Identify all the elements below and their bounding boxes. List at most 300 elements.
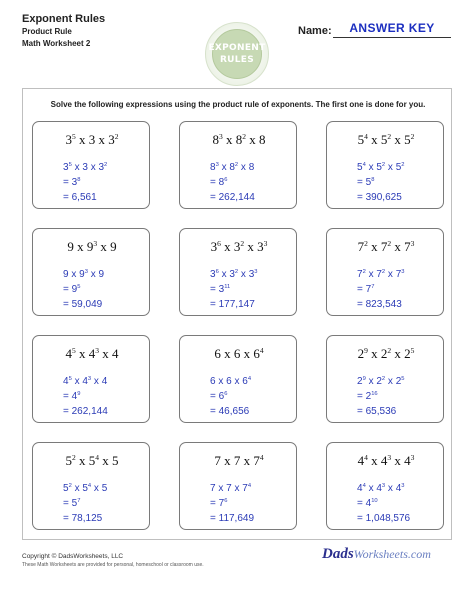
solution-result: = 65,536	[357, 406, 397, 417]
base: 3	[248, 269, 255, 280]
solution-step-2	[63, 498, 80, 509]
base: 9	[110, 239, 117, 254]
exponent: 7	[77, 498, 81, 505]
times-sign: x	[71, 376, 83, 387]
exponent: 2	[401, 162, 405, 169]
combined-power	[219, 498, 228, 509]
exponent: 2	[387, 132, 392, 142]
solution-step-1	[357, 376, 405, 387]
base: 7	[404, 239, 411, 254]
times-sign: x	[238, 269, 249, 280]
solution-step-2	[210, 284, 230, 295]
base: 4	[357, 453, 365, 468]
problem-term	[110, 239, 117, 254]
problem-term	[253, 453, 263, 468]
base: 5	[63, 483, 69, 494]
problem-expression	[327, 453, 445, 469]
problem-term	[358, 132, 368, 147]
worksheet-title: Exponent Rules	[22, 13, 106, 25]
equals-sign: =	[63, 284, 72, 295]
base: 4	[65, 346, 72, 361]
base: 2	[357, 346, 365, 361]
problem-term	[65, 453, 75, 468]
times-sign: x	[222, 132, 236, 147]
base: 6	[242, 376, 248, 387]
base: 6	[214, 346, 221, 361]
base: 9	[79, 269, 85, 280]
exponent: 2	[410, 132, 415, 142]
problem-term	[65, 346, 75, 361]
solution-step-2	[210, 498, 227, 509]
problem-expression	[33, 239, 151, 255]
base: 7	[395, 269, 402, 280]
solution-step-1	[210, 376, 251, 387]
exponent: 4	[259, 346, 264, 356]
combined-power	[219, 177, 228, 188]
base: 4	[82, 376, 88, 387]
problem-term	[259, 132, 266, 147]
base: 4	[380, 453, 388, 468]
exponent: 3	[95, 346, 100, 356]
base: 7	[365, 284, 372, 295]
brand-rest: Worksheets.com	[353, 547, 431, 561]
base: 4	[101, 376, 108, 387]
exponent: 2	[381, 269, 386, 276]
solution-step-1	[210, 483, 251, 494]
worksheet-subtitle: Product Rule	[22, 27, 72, 36]
exponent: 3	[263, 239, 268, 249]
exponent: 3	[254, 269, 258, 276]
problem-card	[326, 228, 444, 316]
solution-term	[229, 162, 238, 173]
problem-term	[381, 132, 391, 147]
exponent: 4	[362, 162, 366, 169]
solution-step-1	[63, 376, 107, 387]
times-sign: x	[385, 483, 396, 494]
times-sign: x	[220, 239, 234, 254]
solution-result: = 177,147	[210, 299, 255, 310]
exponent: 2	[242, 132, 247, 142]
exponent: 6	[217, 239, 221, 249]
problem-card	[179, 121, 297, 209]
base: 2	[357, 376, 363, 387]
times-sign: x	[87, 269, 99, 280]
times-sign: x	[365, 162, 377, 173]
exponent: 5	[68, 376, 72, 383]
base: 9	[63, 269, 69, 280]
solution-step-1	[63, 269, 104, 280]
base: 7	[376, 269, 382, 280]
base: 7	[210, 483, 216, 494]
problem-term	[212, 132, 222, 147]
exponent: 4	[364, 132, 368, 142]
solution-term	[63, 483, 72, 494]
base: 7	[380, 239, 388, 254]
base: 8	[235, 132, 243, 147]
solution-step-2	[357, 284, 374, 295]
base: 9	[86, 239, 94, 254]
exponent: 3	[381, 483, 386, 490]
header-titles	[22, 12, 105, 50]
exponent: 5	[71, 132, 76, 142]
times-sign: x	[99, 346, 113, 361]
base: 5	[82, 483, 88, 494]
solution-term	[63, 162, 72, 173]
name-label: Name:	[298, 25, 332, 37]
base: 9	[67, 239, 74, 254]
base: 3	[71, 177, 78, 188]
solution-term	[396, 483, 405, 494]
base: 5	[88, 453, 96, 468]
problem-term	[257, 239, 267, 254]
equals-sign: =	[63, 498, 72, 509]
equals-sign: =	[63, 391, 72, 402]
problem-term	[381, 453, 391, 468]
equals-sign: =	[357, 284, 366, 295]
times-sign: x	[367, 239, 381, 254]
combined-power	[366, 284, 375, 295]
solution-step-2	[210, 177, 227, 188]
base: 6	[226, 376, 232, 387]
problem-sheet	[22, 88, 452, 540]
equals-sign: =	[210, 284, 219, 295]
equals-sign: =	[63, 177, 72, 188]
problem-term	[236, 132, 246, 147]
solution-term	[396, 269, 405, 280]
solution-term	[63, 376, 72, 387]
instructions: Solve the following expressions using the product rule of exponents. The first one is done for you.	[50, 100, 426, 109]
logo-line-2: RULES	[219, 55, 255, 65]
solution-step-1	[357, 162, 405, 173]
solution-result: = 6,561	[63, 192, 97, 203]
exponent: 5	[401, 376, 405, 383]
exponent: 3	[401, 483, 405, 490]
problem-card	[32, 335, 150, 423]
base: 3	[233, 239, 241, 254]
solution-step-2	[63, 284, 80, 295]
problem-card	[179, 442, 297, 530]
times-sign: x	[99, 453, 113, 468]
times-sign: x	[367, 132, 381, 147]
equals-sign: =	[357, 177, 366, 188]
base: 5	[112, 453, 119, 468]
problem-card	[179, 228, 297, 316]
base: 3	[210, 269, 216, 280]
base: 9	[98, 269, 105, 280]
base: 2	[380, 346, 388, 361]
combined-power	[72, 177, 81, 188]
exponent: 2	[387, 239, 392, 249]
times-sign: x	[91, 483, 102, 494]
solution-step-1	[210, 269, 258, 280]
solution-term	[98, 269, 104, 280]
exponent: 2	[381, 162, 386, 169]
exponent: 5	[68, 162, 72, 169]
problem-term	[404, 453, 414, 468]
exponent: 2	[104, 162, 108, 169]
times-sign: x	[246, 132, 260, 147]
solution-term	[357, 269, 366, 280]
problem-term	[65, 132, 75, 147]
base: 7	[253, 453, 260, 468]
solution-result: = 78,125	[63, 513, 103, 524]
exponent: 4	[362, 483, 366, 490]
exponent: 2	[362, 269, 366, 276]
solution-result: = 390,625	[357, 192, 402, 203]
base: 8	[212, 132, 219, 147]
logo-inner-circle	[212, 29, 262, 79]
base: 9	[71, 284, 78, 295]
problem-term	[108, 132, 118, 147]
solution-term	[98, 162, 107, 173]
problem-term	[87, 239, 97, 254]
exponent: 2	[240, 239, 245, 249]
base: 6	[253, 346, 260, 361]
solution-term	[249, 269, 258, 280]
base: 3	[257, 239, 264, 254]
times-sign: x	[385, 162, 396, 173]
equals-sign: =	[357, 498, 366, 509]
times-sign: x	[391, 132, 405, 147]
combined-power	[366, 177, 375, 188]
exponent: 2	[68, 483, 72, 490]
times-sign: x	[75, 132, 89, 147]
times-sign: x	[75, 453, 89, 468]
times-sign: x	[365, 269, 377, 280]
solution-term	[82, 483, 91, 494]
base: 3	[98, 162, 105, 173]
base: 5	[357, 162, 363, 173]
solution-term	[376, 162, 385, 173]
dadsworksheets-logo	[322, 546, 454, 568]
problem-term	[404, 239, 414, 254]
problem-term	[404, 346, 414, 361]
base: 2	[376, 376, 382, 387]
solution-term	[242, 376, 251, 387]
times-sign: x	[240, 453, 254, 468]
exponent: 3	[401, 269, 405, 276]
times-sign: x	[385, 376, 396, 387]
problem-term	[112, 453, 119, 468]
exponent: 2	[381, 376, 386, 383]
problem-term	[381, 346, 391, 361]
times-sign: x	[73, 239, 87, 254]
footer	[22, 552, 204, 569]
base: 4	[112, 346, 119, 361]
times-sign: x	[391, 453, 405, 468]
solution-term	[102, 483, 108, 494]
problem-card	[32, 121, 150, 209]
base: 4	[395, 483, 402, 494]
problem-expression	[327, 346, 445, 362]
base: 7	[357, 269, 363, 280]
solution-term	[357, 376, 366, 387]
problem-card	[179, 335, 297, 423]
solution-step-1	[210, 162, 254, 173]
exponent: 9	[364, 346, 368, 356]
times-sign: x	[367, 346, 381, 361]
exponent: 2	[71, 453, 76, 463]
base: 3	[108, 132, 115, 147]
solution-step-2	[210, 391, 227, 402]
usage-note: These Math Worksheets are provided for personal, homeschool or classroom use.	[22, 562, 204, 568]
times-sign: x	[97, 239, 111, 254]
problem-card	[32, 228, 150, 316]
times-sign: x	[220, 346, 234, 361]
base: 4	[71, 391, 78, 402]
exponent: 4	[259, 453, 264, 463]
exponent: 8	[77, 177, 81, 184]
equals-sign: =	[210, 391, 219, 402]
problem-card	[326, 442, 444, 530]
worksheet-number: Math Worksheet 2	[22, 39, 91, 48]
problem-term	[112, 346, 119, 361]
times-sign: x	[220, 453, 234, 468]
exponent: 4	[95, 453, 100, 463]
problem-term	[358, 346, 368, 361]
base: 4	[63, 376, 69, 387]
base: 5	[404, 132, 411, 147]
base: 5	[101, 483, 108, 494]
exponent: 10	[371, 498, 378, 505]
times-sign: x	[391, 346, 405, 361]
problem-term	[234, 239, 244, 254]
solution-term	[396, 162, 405, 173]
copyright-text: Copyright © DadsWorksheets, LLC	[22, 553, 124, 560]
solution-term	[82, 376, 91, 387]
times-sign: x	[367, 453, 381, 468]
problem-term	[381, 239, 391, 254]
exponent: 2	[364, 239, 368, 249]
equals-sign: =	[210, 498, 219, 509]
worksheet-header	[0, 0, 474, 88]
times-sign: x	[215, 376, 227, 387]
base: 3	[88, 132, 96, 147]
base: 7	[214, 453, 221, 468]
times-sign: x	[385, 269, 396, 280]
exponent: 6	[215, 269, 219, 276]
base: 7	[242, 483, 248, 494]
base: 3	[65, 132, 72, 147]
solution-term	[242, 483, 251, 494]
times-sign: x	[240, 346, 254, 361]
base: 5	[365, 177, 372, 188]
problem-expression	[180, 132, 298, 148]
problem-term	[358, 453, 368, 468]
exponent: 4	[247, 376, 252, 383]
exponent: 3	[410, 239, 415, 249]
base: 8	[259, 132, 266, 147]
solution-term	[229, 269, 238, 280]
problem-term	[358, 239, 368, 254]
exponent: 5	[77, 284, 81, 291]
solution-term	[376, 269, 385, 280]
solution-result: = 1,048,576	[357, 513, 411, 524]
exponent: 4	[364, 453, 368, 463]
times-sign: x	[231, 483, 243, 494]
solution-term	[79, 269, 88, 280]
exponent: 11	[224, 284, 231, 291]
solution-result: = 262,144	[210, 192, 255, 203]
exponent: 6	[224, 177, 228, 184]
base: 5	[395, 162, 402, 173]
problem-term	[404, 132, 414, 147]
times-sign: x	[218, 162, 230, 173]
base: 6	[218, 391, 225, 402]
solution-step-1	[357, 269, 405, 280]
exponent: 2	[114, 132, 119, 142]
times-sign: x	[91, 376, 102, 387]
times-sign: x	[244, 239, 258, 254]
times-sign: x	[365, 483, 377, 494]
exponent: 3	[93, 239, 98, 249]
base: 3	[210, 239, 218, 254]
times-sign: x	[75, 346, 89, 361]
base: 8	[229, 162, 235, 173]
exponent: 3	[84, 269, 88, 276]
base: 6	[233, 346, 241, 361]
combined-power	[219, 391, 228, 402]
base: 2	[404, 346, 411, 361]
solution-term	[102, 376, 108, 387]
name-field: ANSWER KEY	[333, 21, 451, 38]
times-sign: x	[71, 483, 83, 494]
base: 3	[82, 162, 88, 173]
exponent: 3	[215, 162, 219, 169]
base: 8	[248, 162, 255, 173]
exponent: 5	[71, 346, 76, 356]
problem-card	[32, 442, 150, 530]
exponent: 2	[234, 162, 239, 169]
solution-step-2	[357, 498, 378, 509]
exponent: 6	[224, 498, 228, 505]
times-sign: x	[87, 162, 99, 173]
exponent: 9	[77, 391, 81, 398]
solution-result: = 823,543	[357, 299, 402, 310]
problem-expression	[180, 346, 298, 362]
exponent: 3	[387, 453, 392, 463]
solution-term	[249, 162, 255, 173]
times-sign: x	[215, 483, 227, 494]
problem-term	[253, 346, 263, 361]
exponent: 8	[371, 177, 375, 184]
base: 4	[357, 483, 363, 494]
base: 4	[376, 483, 382, 494]
times-sign: x	[238, 162, 249, 173]
exponent-rules-logo	[205, 22, 269, 86]
exponent: 9	[362, 376, 366, 383]
problem-expression	[327, 239, 445, 255]
base: 7	[226, 483, 232, 494]
combined-power	[72, 498, 81, 509]
combined-power	[72, 391, 81, 402]
problem-expression	[33, 453, 151, 469]
base: 5	[376, 162, 382, 173]
exponent: 4	[87, 483, 92, 490]
combined-power	[366, 391, 378, 402]
base: 4	[88, 346, 96, 361]
problem-expression	[180, 453, 298, 469]
base: 5	[65, 453, 72, 468]
base: 4	[365, 498, 372, 509]
solution-term	[210, 269, 219, 280]
base: 2	[395, 376, 402, 387]
problem-card	[326, 121, 444, 209]
base: 2	[365, 391, 372, 402]
solution-result: = 117,649	[210, 513, 255, 524]
base: 5	[380, 132, 388, 147]
solution-term	[357, 162, 366, 173]
